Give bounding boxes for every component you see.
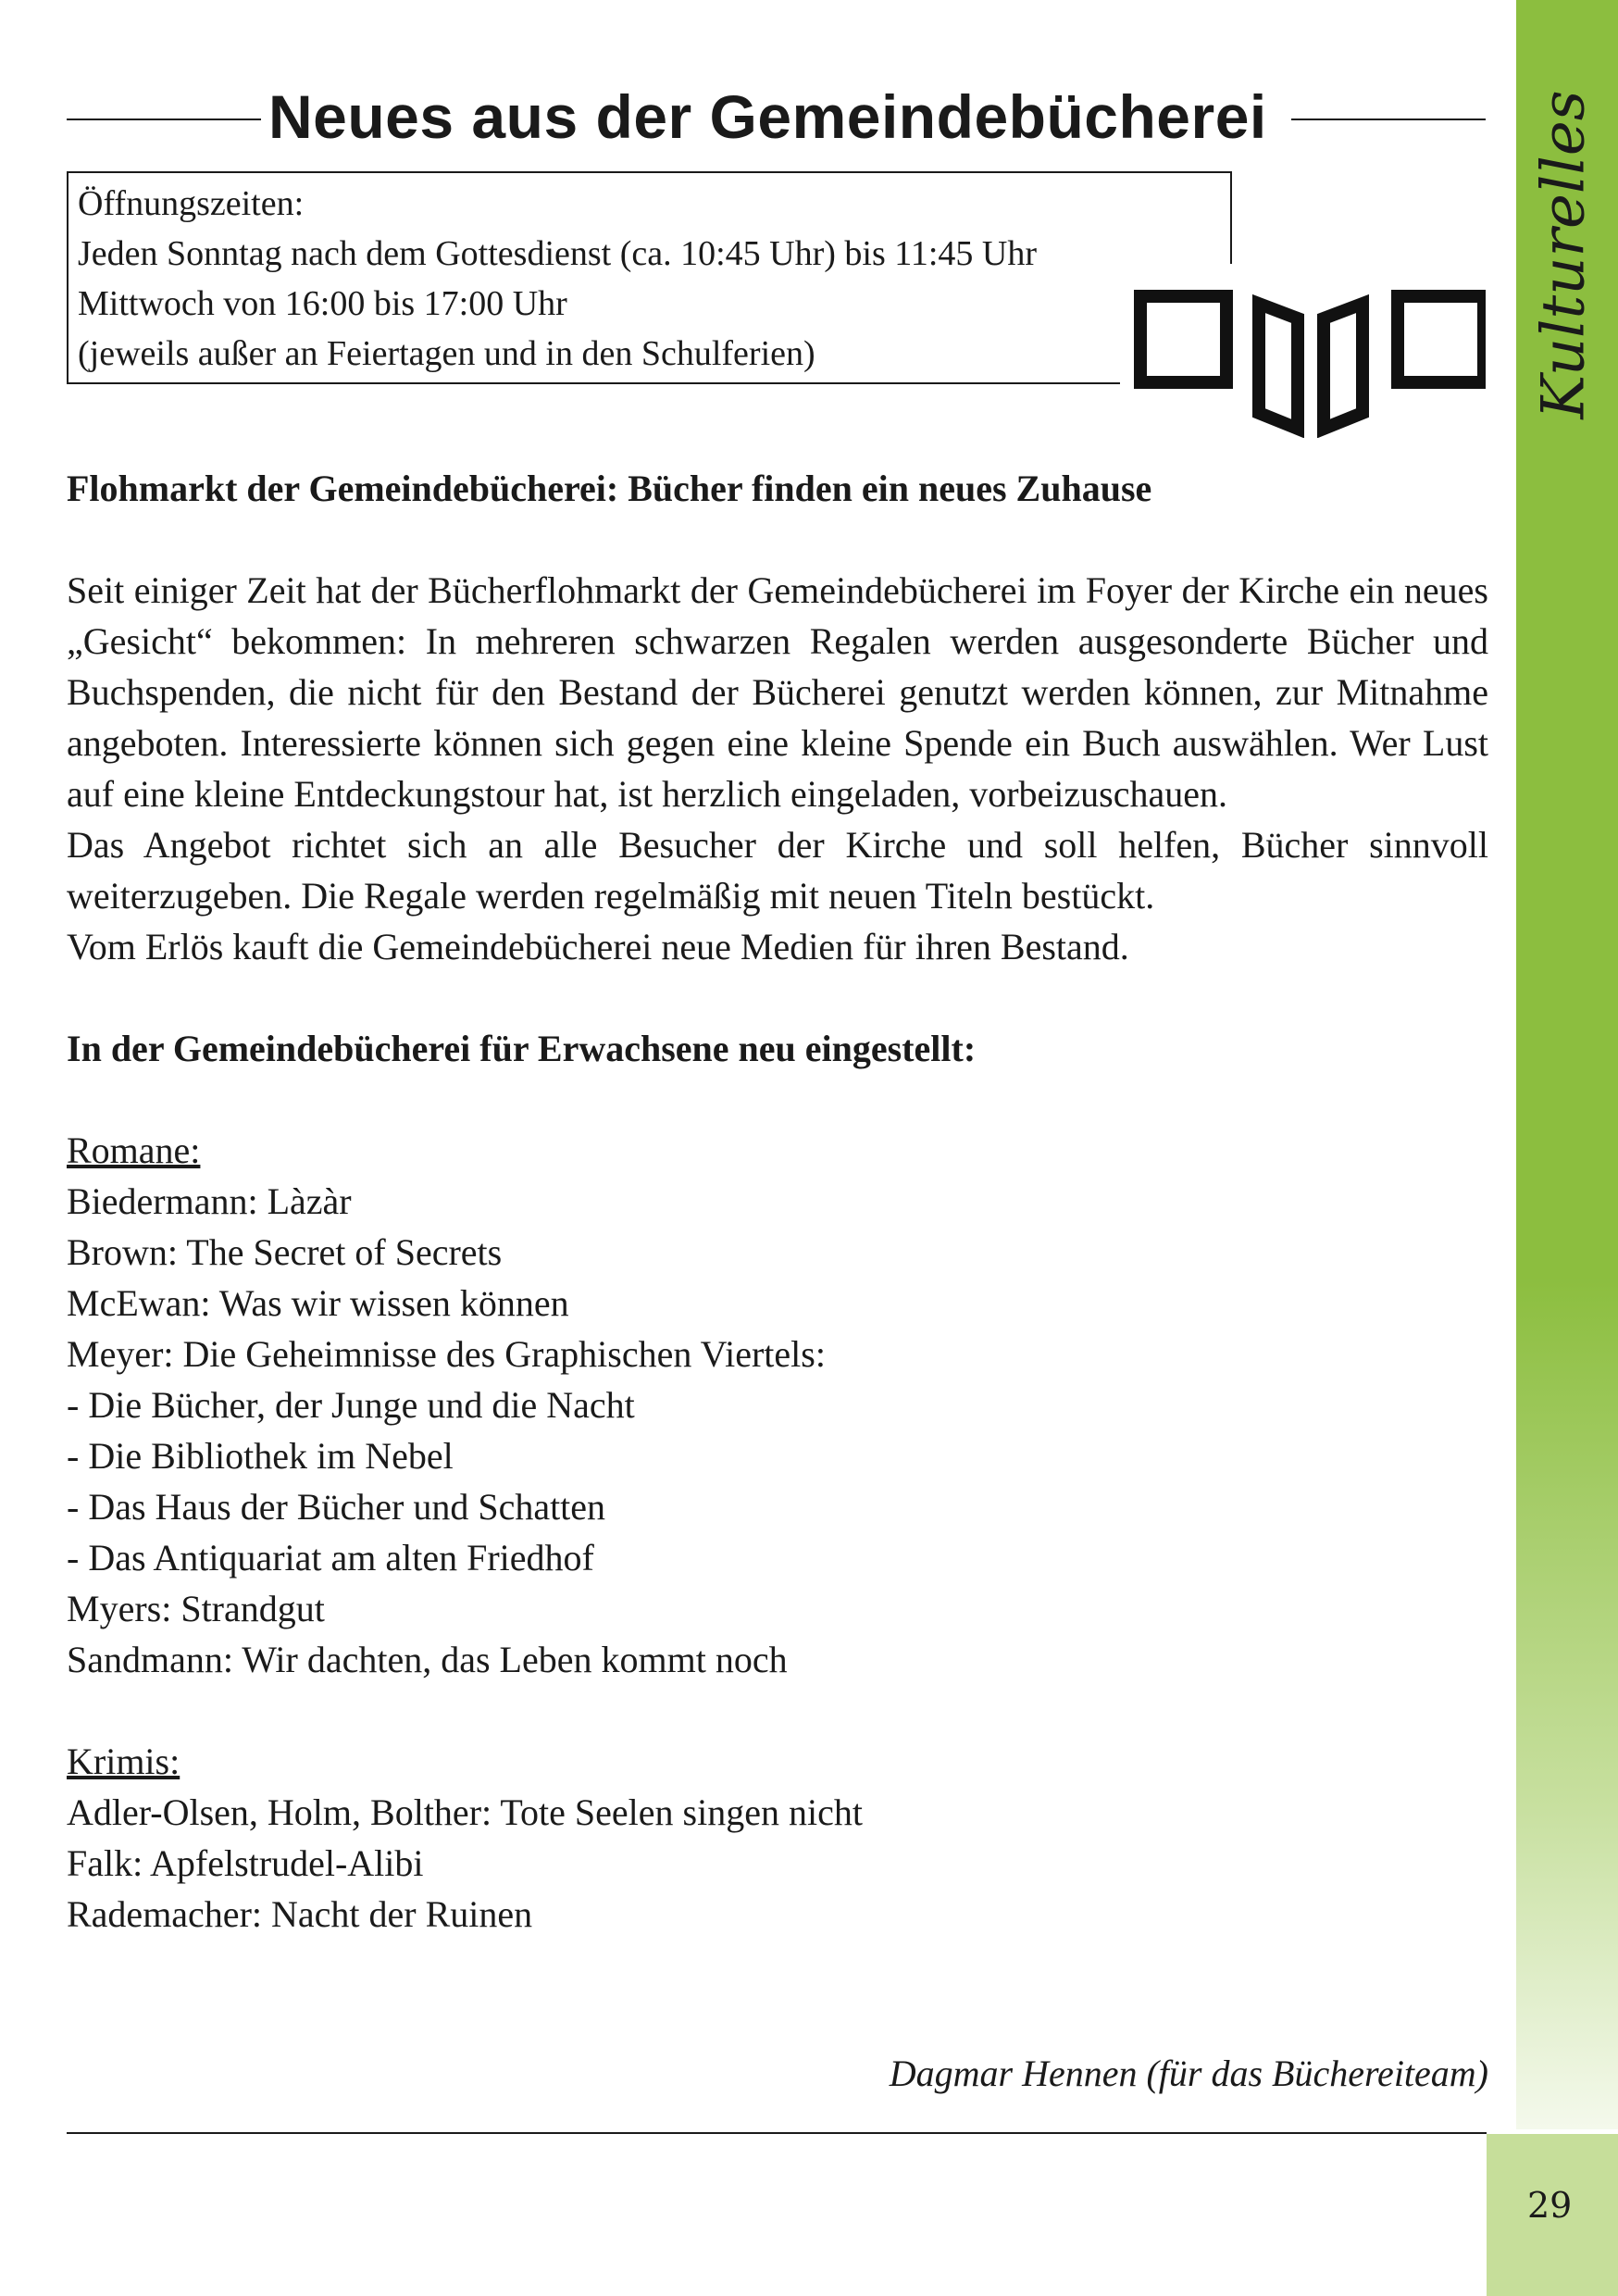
section-label-text: Kulturelles <box>1530 90 1599 419</box>
header-rule-left <box>67 119 261 120</box>
article-body <box>67 463 1488 1940</box>
list-item: Rademacher: Nacht der Ruinen <box>67 1893 533 1935</box>
list-item: Brown: The Secret of Secrets <box>67 1231 503 1273</box>
opening-hours-line: (jeweils außer an Feiertagen und in den Schulferien) <box>78 334 815 373</box>
list-item: Falk: Apfelstrudel-Alibi <box>67 1842 424 1884</box>
article-paragraph: Seit einiger Zeit hat der Bücherflohmarkt der Gemeindebücherei im Foyer der Kirche ein neues „Gesicht“ bekommen: In mehreren schwarzen Regalen werden ausgesonderte Bücher und Buchspenden, die nicht für den Bestand der Bücherei genutzt werden können, zur Mitnahme angeboten. Interessierte können sich gegen eine kleine Spende ein Buch auswählen. Wer Lust auf eine kleine Entdeckungstour hat, ist herzlich eingeladen, vorbeizuschauen. <box>67 569 1488 815</box>
list-item: Meyer: Die Geheimnisse des Graphischen Viertels: <box>67 1333 826 1375</box>
list-item: - Das Antiquariat am alten Friedhof <box>67 1537 594 1578</box>
opening-hours-heading: Öffnungszeiten: <box>78 184 305 223</box>
list-item: McEwan: Was wir wissen können <box>67 1282 569 1324</box>
list-item: Adler-Olsen, Holm, Bolther: Tote Seelen singen nicht <box>67 1791 863 1833</box>
opening-hours-line: Jeden Sonntag nach dem Gottesdienst (ca. 10:45 Uhr) bis 11:45 Uhr <box>78 234 1038 273</box>
book-logo-icon <box>1120 276 1486 438</box>
new-books-heading: In der Gemeindebücherei für Erwachsene neu eingestellt: <box>67 1028 977 1069</box>
article-paragraph: Das Angebot richtet sich an alle Besucher der Kirche und soll helfen, Bücher sinnvoll weiterzugeben. Die Regale werden regelmäßig mit neuen Titeln bestückt. <box>67 824 1488 917</box>
list-item: - Das Haus der Bücher und Schatten <box>67 1486 606 1528</box>
list-item: - Die Bücher, der Junge und die Nacht <box>67 1384 635 1426</box>
novels-label: Romane: <box>67 1129 201 1171</box>
page-title: Neues aus der Gemeindebücherei <box>268 82 1267 151</box>
opening-hours-line: Mittwoch von 16:00 bis 17:00 Uhr <box>78 284 567 323</box>
section-label <box>1527 90 1601 419</box>
page-number: 29 <box>1527 2185 1573 2226</box>
article-heading: Flohmarkt der Gemeindebücherei: Bücher finden ein neues Zuhause <box>67 468 1152 509</box>
list-item: Myers: Strandgut <box>67 1588 325 1629</box>
article-paragraph: Vom Erlös kauft die Gemeindebücherei neue Medien für ihren Bestand. <box>67 926 1129 967</box>
header-rule-right <box>1291 119 1486 120</box>
crime-label: Krimis: <box>67 1741 180 1782</box>
footer-rule <box>67 2132 1487 2134</box>
opening-hours <box>78 179 1189 379</box>
list-item: - Die Bibliothek im Nebel <box>67 1435 454 1477</box>
list-item: Biedermann: Làzàr <box>67 1180 352 1222</box>
author-signature: Dagmar Hennen (für das Büchereiteam) <box>889 2053 1488 2094</box>
opening-hours-box-edge <box>1230 171 1232 264</box>
list-item: Sandmann: Wir dachten, das Leben kommt noch <box>67 1639 788 1680</box>
